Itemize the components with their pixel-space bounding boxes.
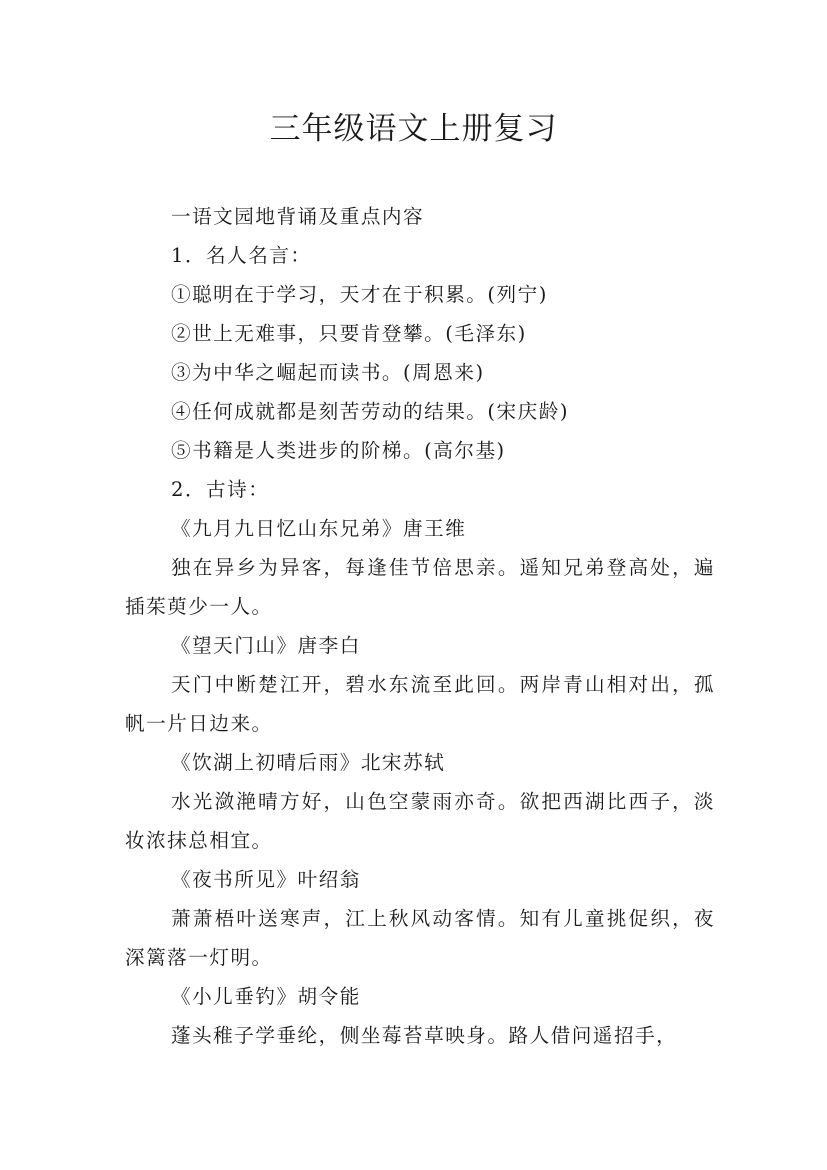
poem-text: 独在异乡为异客，每逢佳节倍思亲。遥知兄弟登高处，遍插茱萸少一人。: [125, 556, 715, 618]
quote-item: ③为中华之崛起而读书。(周恩来): [171, 361, 485, 384]
poem-heading: 《小儿垂钓》胡令能: [171, 985, 361, 1008]
section-heading: 一语文园地背诵及重点内容: [171, 205, 425, 228]
poem-text: 天门中断楚江开，碧水东流至此回。两岸青山相对出，孤帆一片日边来。: [125, 673, 715, 735]
poem-heading: 《望天门山》唐李白: [171, 634, 361, 657]
quote-item: ①聪明在于学习，天才在于积累。(列宁): [171, 283, 548, 306]
quote-item: ⑤书籍是人类进步的阶梯。(高尔基): [171, 439, 506, 462]
quote-item: ②世上无难事，只要肯登攀。(毛泽东): [171, 322, 527, 345]
page-title: 三年级语文上册复习: [269, 111, 558, 147]
poem-text: 水光潋滟晴方好，山色空蒙雨亦奇。欲把西湖比西子，淡妆浓抹总相宜。: [125, 790, 715, 852]
document-body: [125, 197, 715, 1055]
subsection-quotes-heading: 1．名人名言：: [171, 244, 312, 267]
poem-text: 萧萧梧叶送寒声，江上秋风动客情。知有儿童挑促织，夜深篱落一灯明。: [125, 907, 715, 969]
quote-item: ④任何成就都是刻苦劳动的结果。(宋庆龄): [171, 400, 569, 423]
poem-heading: 《夜书所见》叶绍翁: [171, 868, 361, 891]
poem-heading: 《饮湖上初晴后雨》北宋苏轼: [171, 751, 446, 774]
poem-text: 蓬头稚子学垂纶，侧坐莓苔草映身。路人借问遥招手，: [171, 1024, 678, 1047]
subsection-poems-heading: 2．古诗：: [171, 478, 270, 501]
poem-heading: 《九月九日忆山东兄弟》唐王维: [171, 517, 467, 540]
